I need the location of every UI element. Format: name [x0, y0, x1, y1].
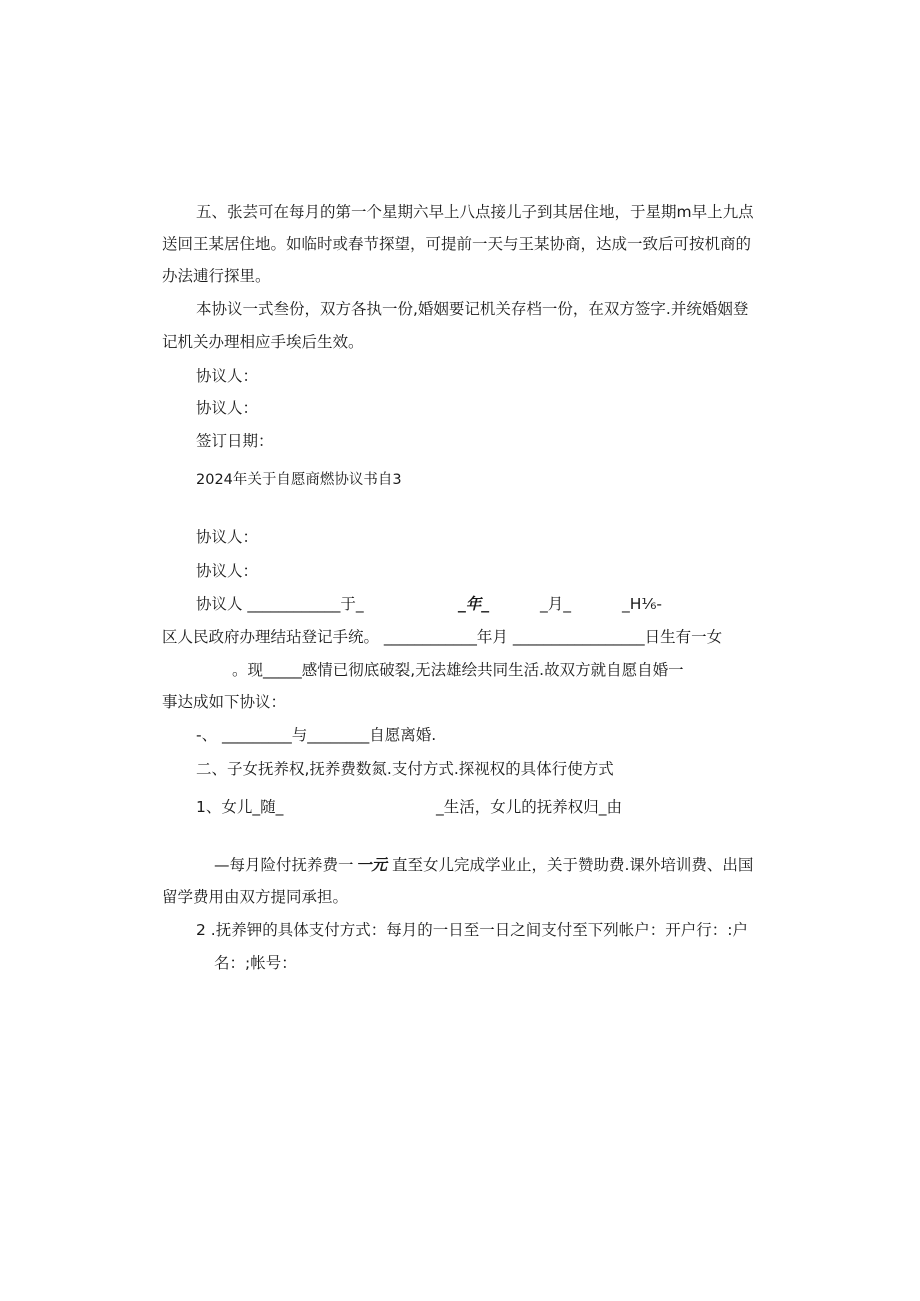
clause-two-heading: 二、子女抚养权,抚养费数氮.支付方式.探视权的具体行使方式 [196, 760, 614, 778]
breakdown-line: 。现_____感情已彻底破裂,无法雄绘共同生活.故双方就自愿自婚一 [232, 661, 684, 679]
copies-clause-line-1: 本协议一式叁份，双方各执一份,婚姻要记机关存档一份，在双方签字.并统婚姻登 [196, 300, 749, 318]
support-line-2: 留学费用由双方提同承担。 [162, 888, 349, 906]
section-title: 2024年关于自愿商燃协议书自3 [196, 472, 402, 488]
signatory-label-3: 协议人： [196, 528, 259, 546]
marriage-line-day: _H⅙- [622, 595, 663, 613]
account-line: 名：;帐号： [214, 954, 297, 972]
support-line-part-a: —每月险付抚养费一 [214, 856, 354, 874]
agreement-intro: 事达成如下协议： [162, 693, 287, 711]
registration-line: 区人民政府办理结玷登记手统。 ____________年月 _________________日生有一女 [162, 628, 723, 646]
signatory-label-4: 协议人： [196, 562, 259, 580]
support-line-part-c: 直至女儿完成学业止，关于赞助费.课外培训费、出国 [392, 856, 754, 874]
marriage-line-year: _年_ [458, 595, 490, 613]
payment-method-line: 2 .抚养钾的具体支付方式：每月的一日至一日之间支付至下列帐户：开户行：:户 [196, 921, 748, 939]
signatory-label-1: 协议人： [196, 367, 259, 385]
clause-five-line-2: 送回王某居住地。如临时或春节探望，可提前一天与王某协商，达成一致后可按机商的 [162, 235, 752, 253]
clause-one: -、 _________与________自愿离婚. [196, 726, 437, 744]
marriage-line-month: _月_ [540, 595, 572, 613]
signing-date-label: 签订日期： [196, 432, 274, 450]
support-line-amount: 一元 [356, 856, 388, 874]
signatory-label-2: 协议人： [196, 399, 259, 417]
clause-five-line-3: 办法逋行探里。 [162, 267, 271, 285]
marriage-line-part-a: 协议人 ____________于_ [196, 595, 364, 613]
custody-line-part-a: 1、女儿_随_ [196, 798, 284, 816]
custody-line-part-b: _生活，女儿的抚养权归_由 [436, 798, 623, 816]
copies-clause-line-2: 记机关办理相应手埃后生效。 [162, 333, 364, 351]
clause-five-line-1: 五、张芸可在每月的第一个星期六早上八点接儿子到其居住地，于星期m早上九点 [196, 203, 754, 221]
